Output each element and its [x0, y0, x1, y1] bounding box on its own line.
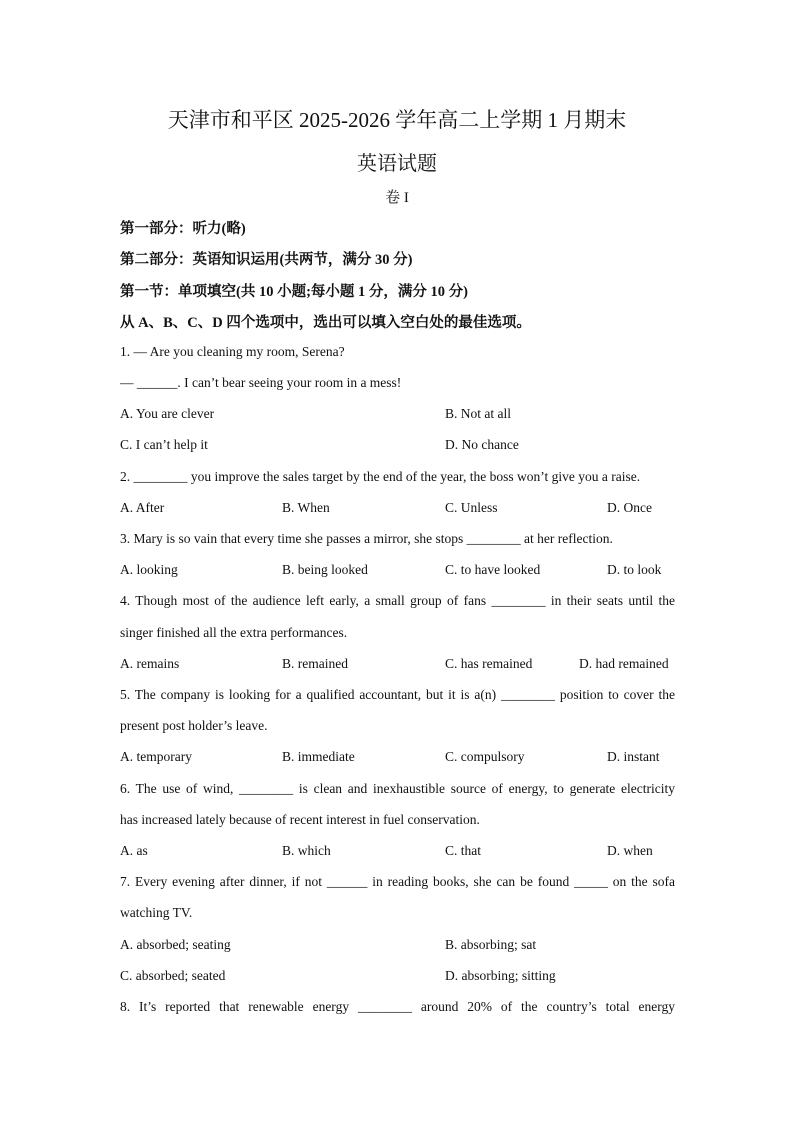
question-6-stem-continued: has increased lately because of recent interest in fuel conservation.	[120, 812, 480, 827]
question-4-option-d: D. had remained	[579, 656, 669, 671]
question-4-option-c: C. has remained	[445, 656, 533, 671]
question-7-option-d: D. absorbing; sitting	[445, 968, 556, 983]
question-3-stem: 3. Mary is so vain that every time she passes a mirror, she stops ________ at her reflection.	[120, 531, 613, 546]
exam-subtitle: 英语试题	[357, 153, 437, 175]
question-2-option-a: A. After	[120, 500, 165, 515]
question-5-option-d: D. instant	[607, 749, 660, 764]
question-5-stem-continued: present post holder’s leave.	[120, 718, 268, 733]
question-2-option-c: C. Unless	[445, 500, 498, 515]
question-5-option-b: B. immediate	[282, 749, 355, 764]
volume-label: 卷 I	[385, 190, 409, 206]
question-5-option-a: A. temporary	[120, 749, 192, 764]
question-5-option-c: C. compulsory	[445, 749, 525, 764]
question-1-option-c: C. I can’t help it	[120, 437, 208, 452]
question-2-option-d: D. Once	[607, 500, 652, 515]
question-5-stem: 5. The company is looking for a qualified accountant, but it is a(n) ________ position to cover the	[120, 687, 675, 702]
question-6-option-a: A. as	[120, 843, 148, 858]
question-3-option-a: A. looking	[120, 562, 178, 577]
question-8-stem: 8. It’s reported that renewable energy ________ around 20% of the country’s total energy	[120, 999, 675, 1014]
question-1-stem: 1. — Are you cleaning my room, Serena?	[120, 344, 345, 359]
question-3-option-b: B. being looked	[282, 562, 368, 577]
exam-title: 天津市和平区 2025-2026 学年高二上学期 1 月期末	[167, 108, 627, 132]
question-6-option-c: C. that	[445, 843, 481, 858]
section1-heading: 第一节：单项填空(共 10 小题;每小题 1 分，满分 10 分)	[120, 284, 468, 300]
question-1-option-b: B. Not at all	[445, 406, 511, 421]
question-1-option-a: A. You are clever	[120, 406, 215, 421]
question-6-stem: 6. The use of wind, ________ is clean and inexhaustible source of energy, to generate electricity	[120, 781, 675, 796]
part1-heading: 第一部分：听力(略)	[120, 221, 246, 237]
question-3-option-d: D. to look	[607, 562, 662, 577]
question-4-stem-continued: singer finished all the extra performances.	[120, 625, 348, 640]
question-4-stem: 4. Though most of the audience left early, a small group of fans ________ in their seats until the	[120, 593, 675, 608]
question-7-stem-continued: watching TV.	[120, 905, 193, 920]
question-7-option-c: C. absorbed; seated	[120, 968, 226, 983]
question-6-option-d: D. when	[607, 843, 653, 858]
question-7-option-b: B. absorbing; sat	[445, 937, 537, 952]
question-3-option-c: C. to have looked	[445, 562, 541, 577]
question-1-option-d: D. No chance	[445, 437, 519, 452]
question-7-option-a: A. absorbed; seating	[120, 937, 231, 952]
instruction-text: 从 A、B、C、D 四个选项中，选出可以填入空白处的最佳选项。	[120, 315, 531, 331]
question-4-option-a: A. remains	[120, 656, 180, 671]
question-4-option-b: B. remained	[282, 656, 348, 671]
part2-heading: 第二部分：英语知识运用(共两节，满分 30 分)	[120, 252, 413, 268]
question-2-option-b: B. When	[282, 500, 330, 515]
question-6-option-b: B. which	[282, 843, 331, 858]
question-1-reply: — ______. I can’t bear seeing your room in a mess!	[120, 375, 402, 390]
question-7-stem: 7. Every evening after dinner, if not ______ in reading books, she can be found _____ on the sofa	[120, 874, 675, 889]
question-2-stem: 2. ________ you improve the sales target by the end of the year, the boss won’t give you a raise.	[120, 469, 641, 484]
